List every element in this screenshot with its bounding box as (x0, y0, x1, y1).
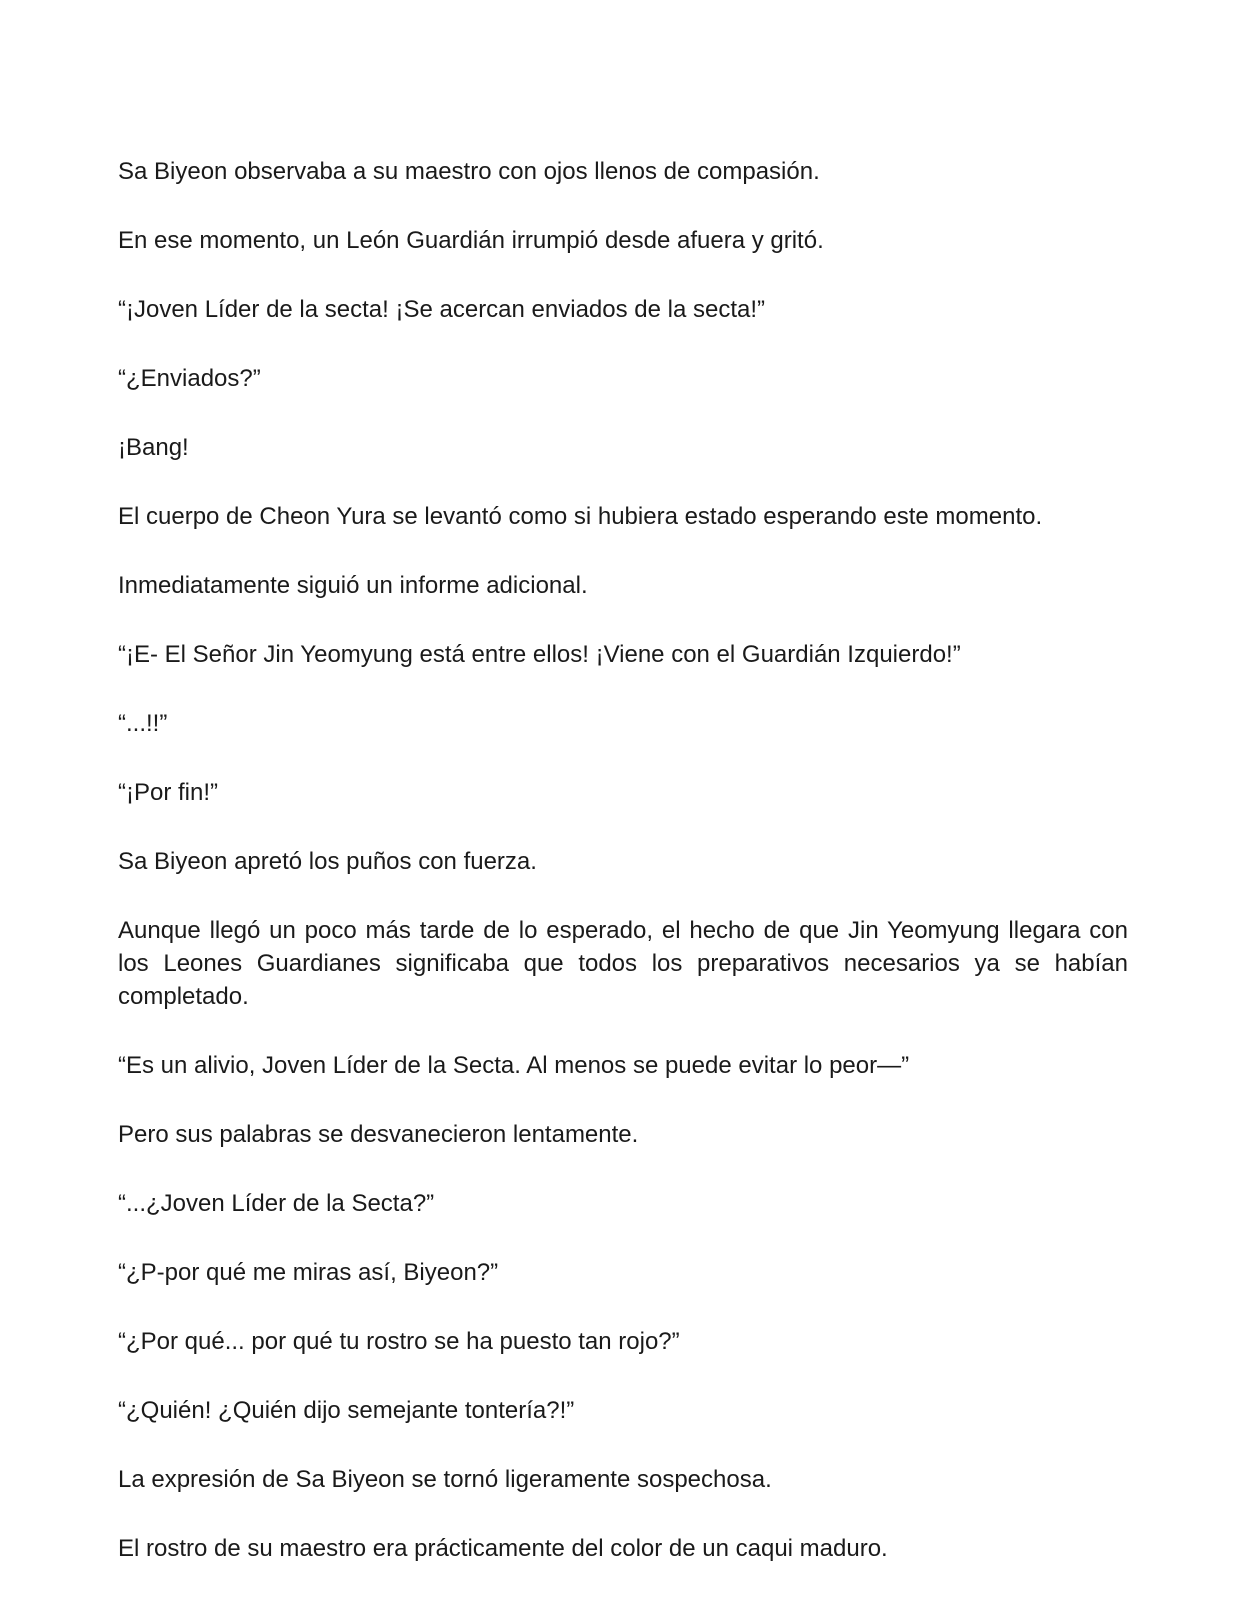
paragraph: ¡Bang! (118, 434, 189, 461)
paragraph: Pero sus palabras se desvanecieron lentamente. (118, 1121, 639, 1148)
paragraph: “¡E- El Señor Jin Yeomyung está entre ellos! ¡Viene con el Guardián Izquierdo!” (118, 641, 961, 668)
paragraph: “¡Joven Líder de la secta! ¡Se acercan enviados de la secta!” (118, 296, 766, 323)
paragraph: “...!!” (118, 710, 168, 737)
paragraph: Inmediatamente siguió un informe adicional. (118, 572, 588, 599)
paragraph: Sa Biyeon apretó los puños con fuerza. (118, 848, 537, 875)
paragraph: En ese momento, un León Guardián irrumpió desde afuera y gritó. (118, 227, 824, 254)
paragraph: “¿Quién! ¿Quién dijo semejante tontería?!” (118, 1397, 575, 1424)
paragraph: “¿Por qué... por qué tu rostro se ha puesto tan rojo?” (118, 1328, 680, 1355)
paragraph: El rostro de su maestro era prácticamente del color de un caqui maduro. (118, 1535, 888, 1562)
paragraph: La expresión de Sa Biyeon se tornó ligeramente sospechosa. (118, 1466, 772, 1493)
paragraph: Sa Biyeon observaba a su maestro con ojos llenos de compasión. (118, 158, 820, 185)
document-body (118, 155, 1128, 1601)
paragraph: “Es un alivio, Joven Líder de la Secta. Al menos se puede evitar lo peor—” (118, 1052, 910, 1079)
paragraph: “¿P-por qué me miras así, Biyeon?” (118, 1259, 499, 1286)
paragraph: El cuerpo de Cheon Yura se levantó como si hubiera estado esperando este momento. (118, 503, 1043, 530)
paragraph: “¡Por fin!” (118, 779, 219, 806)
paragraph: Aunque llegó un poco más tarde de lo esperado, el hecho de que Jin Yeomyung llegara con los Leones Guardianes significaba que todos los preparativos necesarios ya se habían completado. (118, 917, 1128, 1010)
paragraph: “¿Enviados?” (118, 365, 261, 392)
paragraph: “...¿Joven Líder de la Secta?” (118, 1190, 435, 1217)
